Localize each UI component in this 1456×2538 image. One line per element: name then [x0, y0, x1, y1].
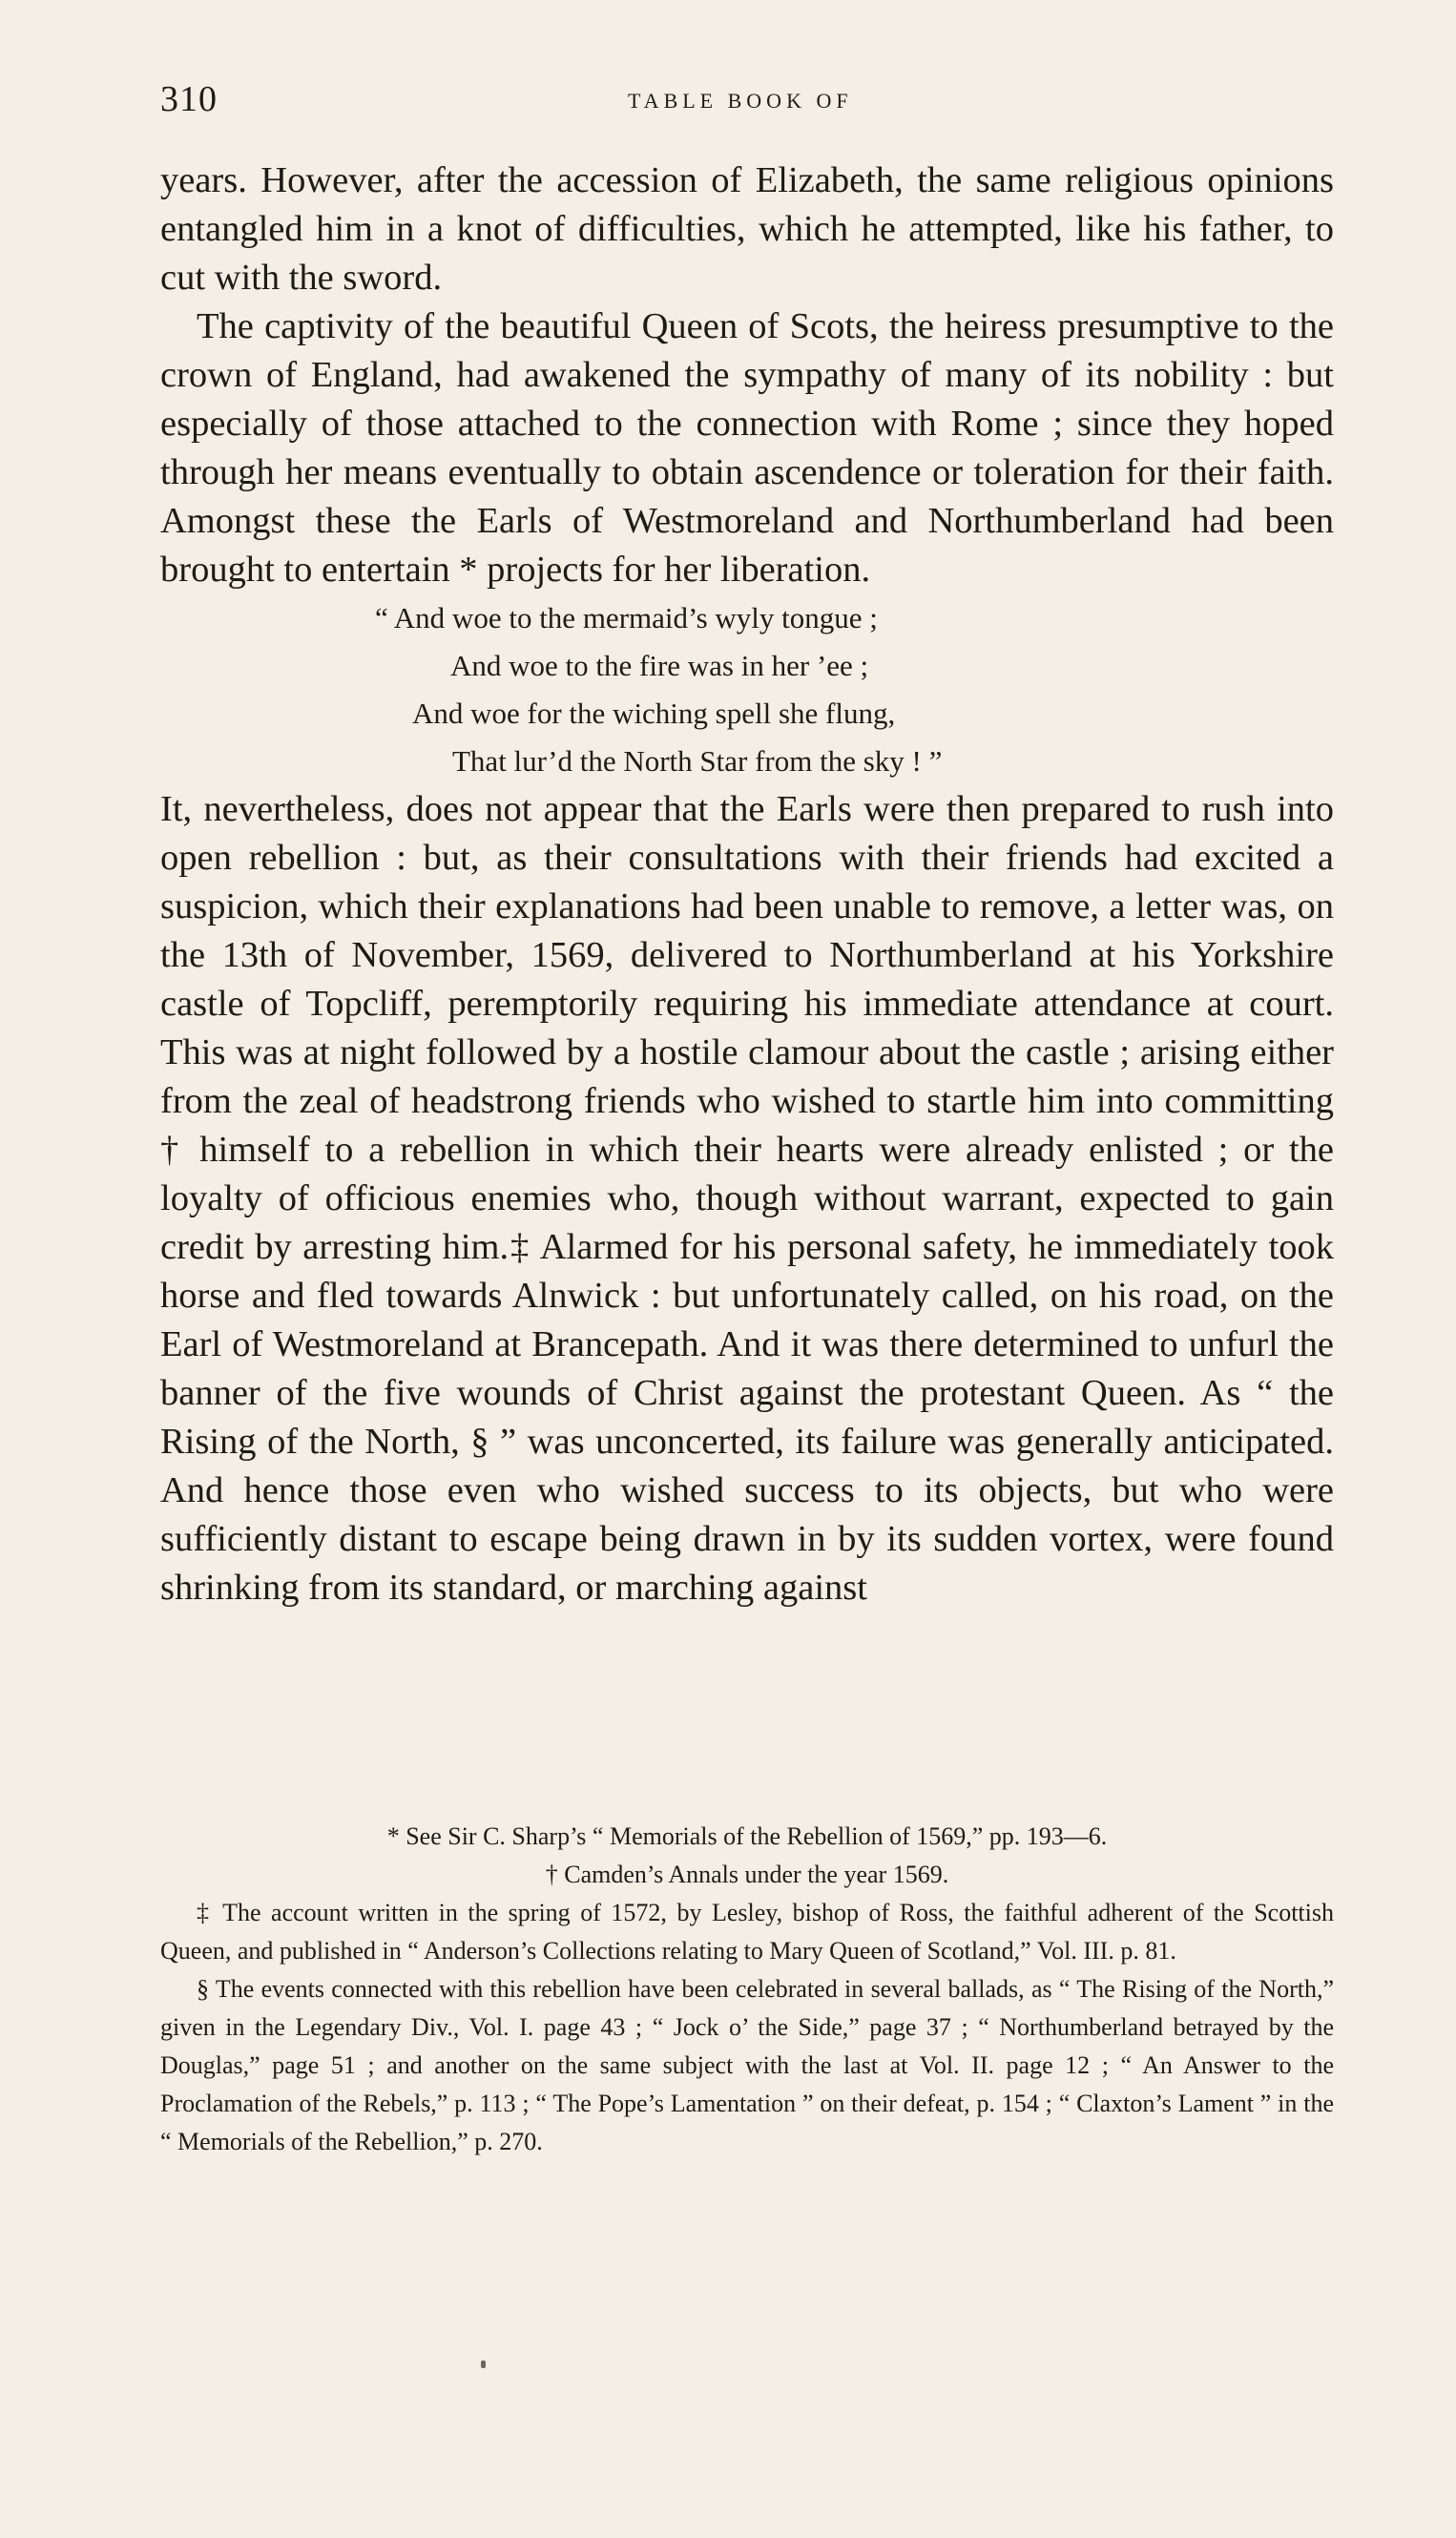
- footnote-4: § The events connected with this rebellion have been celebrated in several ballads, as “ The Rising of the North,” given in the Legendary Div., Vol. I. page 43 ; “ Jock o’ the Side,” page 37 ; “ Northumberland betrayed by the Douglas,” page 51 ; and another on the same subject with the last at Vol. II. page 12 ; “ An Answer to the Proclamation of the Rebels,” p. 113 ; “ The Pope’s Lamentation ” on their defeat, p. 154 ; “ Claxton’s Lament ” in the “ Memorials of the Rebellion,” p. 270.: [160, 1975, 1334, 2155]
- verse-line-1: “ And woe to the mermaid’s wyly tongue ;: [375, 601, 878, 634]
- running-head: [160, 74, 1332, 132]
- paragraph-3: It, nevertheless, does not appear that the Earls were then prepared to rush into open rebellion : but, as their consultations with their friends had excited a suspicion, which their explanations had been unable to remove, a letter was, on the 13th of November, 1569, delivered to Northumberland at his Yorkshire castle of Topcliff, peremptorily requiring his immediate attendance at court. This was at night followed by a hostile clamour about the castle ; arising either from the zeal of headstrong friends who wished to startle him into committing † himself to a rebellion in which their hearts were already enlisted ; or the loyalty of officious enemies who, though without warrant, expected to gain credit by arresting him.‡ Alarmed for his personal safety, he immediately took horse and fled towards Alnwick : but unfortunately called, on his road, on the Earl of Westmoreland at Brancepath. And it was there determined to unfurl the banner of the five wounds of Christ against the protestant Queen. As “ the Rising of the North, § ” was unconcerted, its failure was generally anticipated. And hence those even who wished success to its objects, but who were sufficiently distant to escape being drawn in by its sudden vortex, were found shrinking from its standard, or marching against: [160, 789, 1334, 1608]
- verse-line-2: And woe to the fire was in her ’ee ;: [450, 649, 869, 682]
- verse-quote: [160, 594, 1334, 785]
- ink-speck: [481, 2361, 486, 2368]
- main-text: [160, 156, 1334, 1612]
- running-title: TABLE BOOK OF: [628, 89, 853, 113]
- page-number: 310: [160, 79, 218, 119]
- footnote-1: * See Sir C. Sharp’s “ Memorials of the Rebellion of 1569,” pp. 193—6.: [386, 1822, 1108, 1850]
- footnotes: [160, 1818, 1334, 2161]
- paragraph-1: years. However, after the accession of Elizabeth, the same religious opinions entangled him in a knot of difficulties, which he attempted, like his father, to cut with the sword.: [160, 160, 1334, 298]
- footnote-3: ‡ The account written in the spring of 1572, by Lesley, bishop of Ross, the faithful adherent of the Scottish Queen, and published in “ Anderson’s Collections relating to Mary Queen of Scotland,” Vol. III. p. 81.: [160, 1899, 1334, 1965]
- verse-line-3: And woe for the wiching spell she flung,: [412, 697, 896, 730]
- paragraph-2: The captivity of the beautiful Queen of Scots, the heiress presumptive to the crown of England, had awakened the sympathy of many of its nobility : but especially of those attached to the connection with Rome ; since they hoped through her means eventually to obtain ascendence or toleration for their faith. Amongst these the Earls of Westmoreland and Northumberland had been brought to entertain * projects for her liberation.: [160, 306, 1334, 590]
- verse-line-4: That lur’d the North Star from the sky ! ”: [452, 744, 943, 778]
- footnote-2: † Camden’s Annals under the year 1569.: [545, 1861, 949, 1888]
